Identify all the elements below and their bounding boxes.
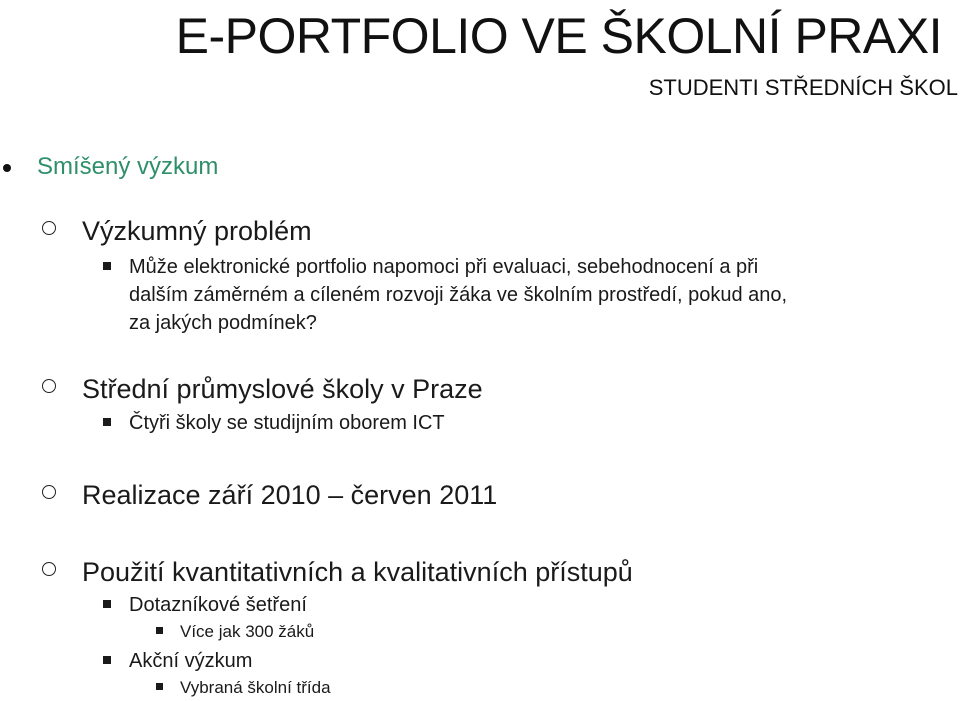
bullet-dot-icon [3, 164, 11, 172]
square-bullet-icon [103, 418, 111, 426]
schools-heading: Střední průmyslové školy v Praze [82, 374, 483, 404]
problem-heading: Výzkumný problém [82, 216, 312, 246]
slide-title: E-PORTFOLIO VE ŠKOLNÍ PRAXI [175, 8, 942, 64]
action-research-detail: Vybraná školní třída [180, 678, 331, 697]
problem-question: Může elektronické portfolio napomoci při evaluaci, sebehodnocení a při dalším záměrném a cíleném rozvoji žáka ve školním prostředí, pokud ano, za jakých podmínek? [129, 256, 788, 334]
questionnaire-label: Dotazníkové šetření [129, 594, 307, 616]
square-bullet-icon [156, 683, 163, 690]
circle-bullet-icon [42, 221, 56, 235]
slide-subtitle: STUDENTI STŘEDNÍCH ŠKOL [648, 75, 958, 100]
period-heading: Realizace září 2010 – červen 2011 [82, 480, 498, 510]
circle-bullet-icon [42, 379, 56, 393]
square-bullet-icon [156, 627, 163, 634]
questionnaire-detail: Více jak 300 žáků [180, 622, 315, 641]
action-research-label: Akční výzkum [129, 650, 253, 672]
circle-bullet-icon [42, 562, 56, 576]
section-heading: Smíšený výzkum [37, 153, 219, 180]
circle-bullet-icon [42, 485, 56, 499]
square-bullet-icon [103, 600, 111, 608]
square-bullet-icon [103, 262, 111, 270]
square-bullet-icon [103, 656, 111, 664]
schools-detail: Čtyři školy se studijním oborem ICT [129, 412, 445, 434]
methods-heading: Použití kvantitativních a kvalitativních přístupů [82, 557, 633, 587]
section-item [0, 150, 600, 184]
